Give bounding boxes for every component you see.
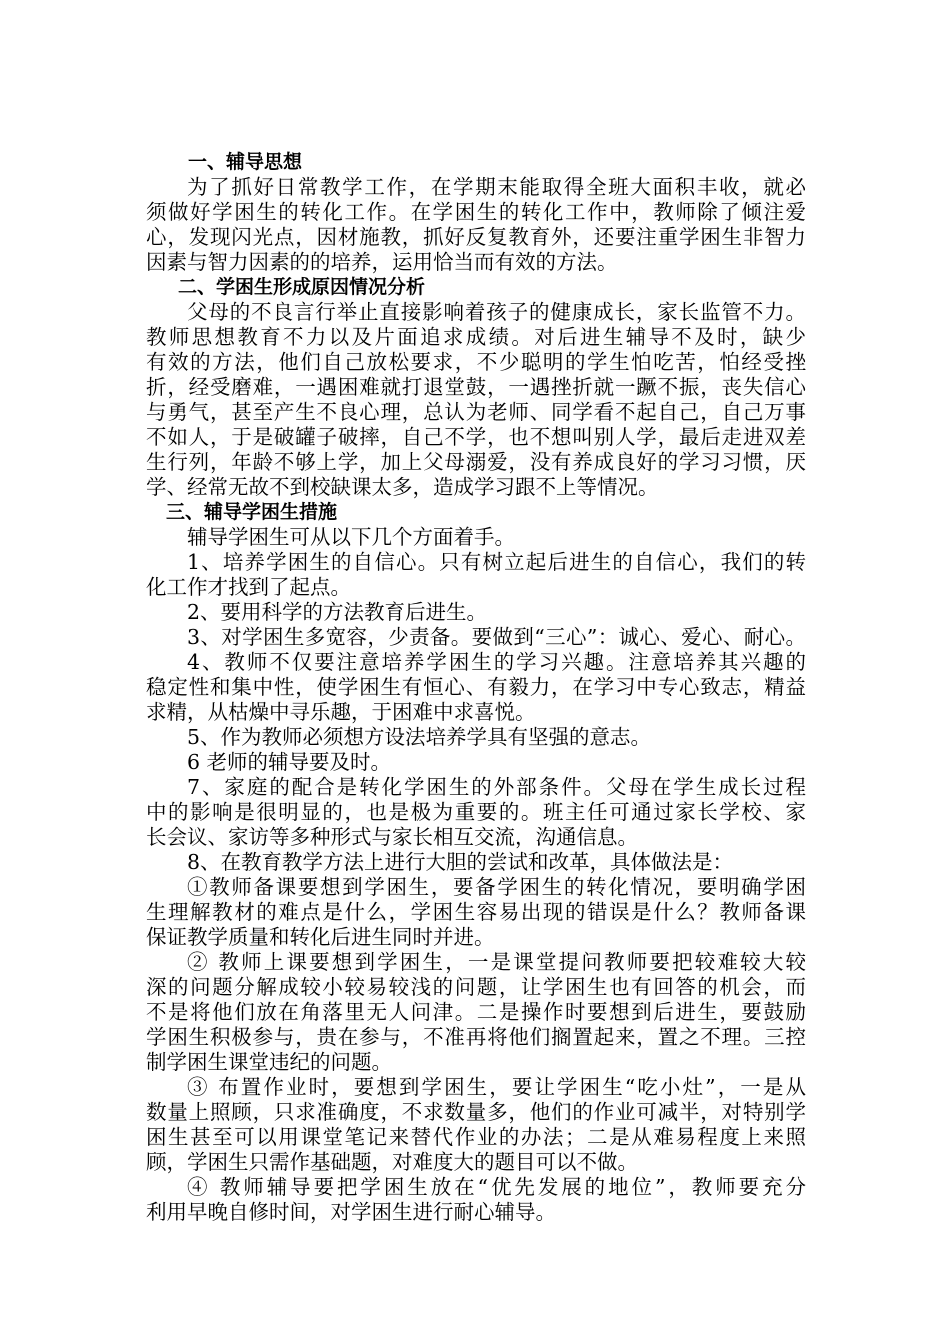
paragraph-line: 折，经受磨难，一遇困难就打退堂鼓，一遇挫折就一蹶不振，丧失信心 (146, 375, 806, 399)
paragraph-line: ④ 教师辅导要把学困生放在“优先发展的地位”，教师要充分 (187, 1175, 806, 1199)
paragraph-line: 5、作为教师必须想方设法培养学具有坚强的意志。 (187, 725, 652, 749)
paragraph-line: 须做好学困生的转化工作。在学困生的转化工作中，教师除了倾注爱 (146, 200, 806, 224)
paragraph-line: 2、要用科学的方法教育后进生。 (187, 600, 488, 624)
paragraph-line: 学困生积极参与，贵在参与，不准再将他们搁置起来，置之不理。三控 (146, 1025, 806, 1049)
paragraph-line: 制学困生课堂违纪的问题。 (146, 1050, 392, 1074)
paragraph-line: 学、经常无故不到校缺课太多，造成学习跟不上等情况。 (146, 475, 659, 499)
paragraph-line: 6 老师的辅导要及时。 (187, 750, 392, 774)
paragraph-line: 4、教师不仅要注意培养学困生的学习兴趣。注意培养其兴趣的 (187, 650, 806, 674)
paragraph-line: 3、对学困生多宽容，少责备。要做到“三心”：诚心、爱心、耐心。 (187, 625, 806, 649)
paragraph-line: 1、培养学困生的自信心。只有树立起后进生的自信心，我们的转 (187, 550, 806, 574)
section-heading-cause-analysis: 二、学困生形成原因情况分析 (178, 276, 426, 298)
paragraph-line: 有效的方法，他们自己放松要求，不少聪明的学生怕吃苦，怕经受挫 (146, 350, 806, 374)
paragraph-line: 与勇气，甚至产生不良心理，总认为老师、同学看不起自己，自己万事 (146, 400, 806, 424)
paragraph-line: 生理解教材的难点是什么，学困生容易出现的错误是什么？教师备课 (146, 900, 806, 924)
paragraph-line: 稳定性和集中性，使学困生有恒心、有毅力，在学习中专心致志，精益 (146, 675, 806, 699)
paragraph-line: 中的影响是很明显的，也是极为重要的。班主任可通过家长学校、家 (146, 800, 806, 824)
paragraph-line: 数量上照顾，只求准确度，不求数量多，他们的作业可减半，对特别学 (146, 1100, 806, 1124)
paragraph-line: ①教师备课要想到学困生，要备学困生的转化情况，要明确学困 (187, 875, 806, 899)
paragraph-line: 顾，学困生只需作基础题，对难度大的题目可以不做。 (146, 1150, 638, 1174)
paragraph-line: 化工作才找到了起点。 (146, 575, 351, 599)
paragraph-line: 不如人，于是破罐子破摔，自己不学，也不想叫别人学，最后走进双差 (146, 425, 806, 449)
paragraph-line: 8、在教育教学方法上进行大胆的尝试和改革，具体做法是： (187, 850, 734, 874)
paragraph-line: 心，发现闪光点，因材施教，抓好反复教育外，还要注重学困生非智力 (146, 225, 806, 249)
paragraph-line: 7、家庭的配合是转化学困生的外部条件。父母在学生成长过程 (187, 775, 806, 799)
paragraph-line: 教师思想教育不力以及片面追求成绩。对后进生辅导不及时，缺少 (146, 325, 806, 349)
paragraph-line: 为了抓好日常教学工作，在学期末能取得全班大面积丰收，就必 (187, 175, 806, 199)
paragraph-line: 求精，从枯燥中寻乐趣，于困难中求喜悦。 (146, 700, 536, 724)
paragraph-line: 保证教学质量和转化后进生同时并进。 (146, 925, 495, 949)
section-heading-measures: 三、辅导学困生措施 (166, 501, 338, 523)
paragraph-line: 不是将他们放在角落里无人问津。二是操作时要想到后进生，要鼓励 (146, 1000, 806, 1024)
paragraph-line: 深的问题分解成较小较易较浅的问题，让学困生也有回答的机会，而 (146, 975, 806, 999)
paragraph-line: 困生甚至可以用课堂笔记来替代作业的办法；二是从难易程度上来照 (146, 1125, 806, 1149)
paragraph-line: 因素与智力因素的的培养，运用恰当而有效的方法。 (146, 250, 618, 274)
section-heading-guidance-philosophy: 一、辅导思想 (188, 151, 303, 173)
paragraph-line: 长会议、家访等多种形式与家长相互交流，沟通信息。 (146, 825, 638, 849)
paragraph-line: 生行列，年龄不够上学，加上父母溺爱，没有养成良好的学习习惯，厌 (146, 450, 806, 474)
paragraph-line: ② 教师上课要想到学困生，一是课堂提问教师要把较难较大较 (187, 950, 806, 974)
paragraph-line: 利用早晚自修时间，对学困生进行耐心辅导。 (146, 1200, 556, 1224)
paragraph-line: 辅导学困生可从以下几个方面着手。 (187, 525, 515, 549)
paragraph-line: ③ 布置作业时，要想到学困生，要让学困生“吃小灶”，一是从 (187, 1075, 806, 1099)
paragraph-line: 父母的不良言行举止直接影响着孩子的健康成长，家长监管不力。 (187, 300, 806, 324)
